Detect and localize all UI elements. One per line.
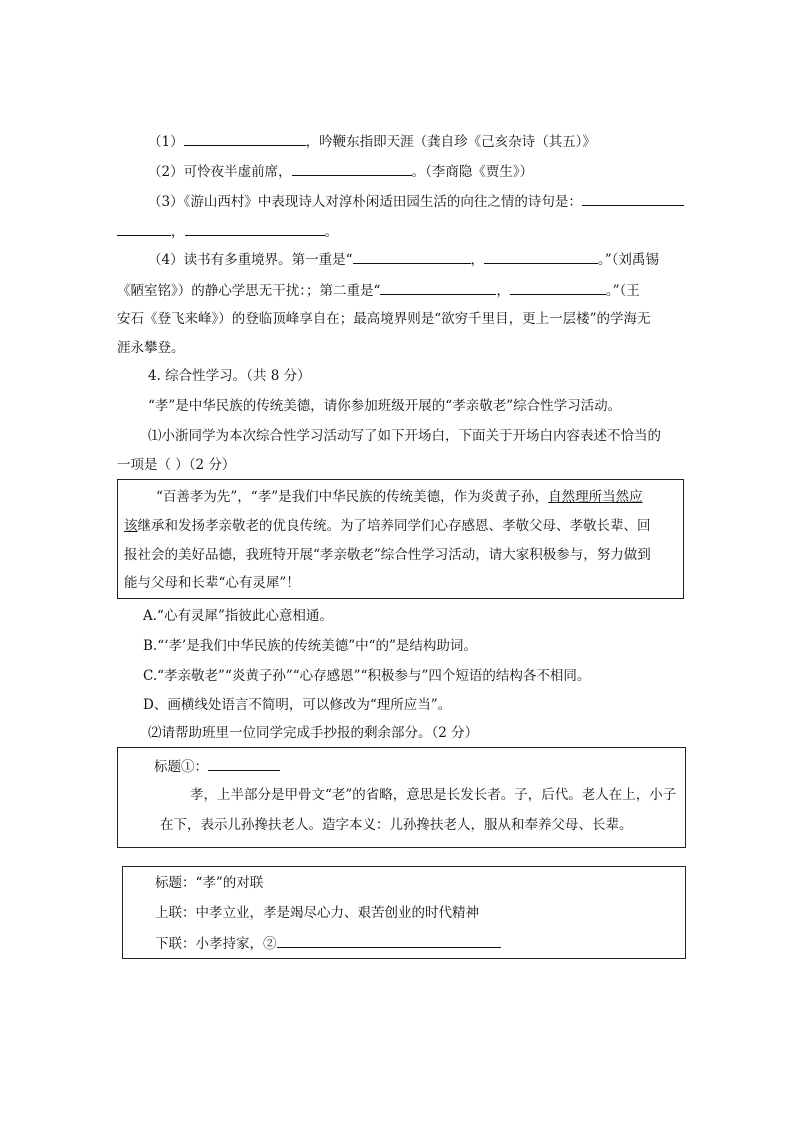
- box1-title-label: 标题①：: [154, 759, 208, 775]
- q3-item2-blank[interactable]: [292, 161, 412, 176]
- q3-item4-line2: [117, 280, 640, 300]
- q3-item1-text: ，吟鞭东指即天涯（龚自珍《己亥杂诗（其五）》: [305, 134, 596, 150]
- q4-intro: “孝”是中华民族的传统美德，请你参加班级开展的“孝亲敬老”综合性学习活动。: [148, 398, 622, 414]
- q3-item2-source: 。（李商隐《贾生》）: [411, 164, 534, 180]
- box-line-1: [156, 488, 643, 506]
- q3-item3-text: （3）《游山西村》中表现诗人对淳朴闲适田园生活的向往之情的诗句是：: [148, 194, 582, 210]
- q3-item4-text-a: （4）读书有多重境界。第一重是“: [148, 252, 353, 268]
- q3-item1: [148, 131, 596, 151]
- couplet-title: 标题：“孝”的对联: [155, 875, 264, 891]
- q3-item3-line2: [117, 221, 338, 241]
- q3-item4-source-1: 。”（刘禹锡: [598, 252, 659, 268]
- couplet-lower-blank[interactable]: [277, 933, 501, 948]
- q4-sub1-line2: 一项是（ ）（2 分）: [117, 457, 236, 473]
- box1-line-1: 孝，上半部分是甲骨文“老”的省略，意思是长发长者。子，后代。老人在上，小子: [190, 787, 677, 803]
- q3-item4-blank-3[interactable]: [380, 280, 496, 295]
- q4-sub2-prompt: ⑵请帮助班里一位同学完成手抄报的剩余部分。（2 分）: [148, 725, 479, 741]
- q3-item1-number: （1）: [148, 134, 184, 150]
- q3-item3-comma: ，: [171, 224, 185, 240]
- box1-title: [154, 756, 280, 776]
- box-line-2: [124, 517, 651, 535]
- q3-item4-text-b: 《陋室铭》）的静心学思无干扰：；第二重是“: [117, 283, 381, 299]
- q3-item4-blank-4[interactable]: [510, 280, 606, 295]
- underlined-phrase-a: 自然理所当然应: [548, 489, 643, 505]
- q3-item4-source-2: 。”（王: [605, 283, 640, 299]
- couplet-lower-text: 下联：小孝持家，②: [155, 936, 277, 952]
- option-c[interactable]: C.“孝亲敬老”“炎黄子孙”“心存感恩”“积极参与”四个短语的结构各不相同。: [143, 668, 591, 684]
- box-line-3: 报社会的美好品德，我班特开展“孝亲敬老”综合性学习活动，请大家积极参与，努力做到: [124, 547, 651, 563]
- couplet-upper: 上联：中孝立业，孝是竭尽心力、艰苦创业的时代精神: [155, 905, 479, 921]
- q3-item3-blank-c[interactable]: [185, 221, 325, 236]
- q3-item3-line1: [148, 191, 684, 211]
- underlined-phrase-b: 该: [124, 518, 138, 534]
- couplet-box: [122, 866, 686, 959]
- option-b[interactable]: B.“‘孝’是我们中华民族的传统美德”中“的”是结构助词。: [143, 638, 477, 654]
- box-line-2-text: 继承和发扬孝亲敬老的优良传统。为了培养同学们心存感恩、孝敬父母、孝敬长辈、回: [137, 518, 651, 534]
- q3-item3-end: 。: [324, 224, 338, 240]
- option-a[interactable]: A.“心有灵犀”指彼此心意相通。: [143, 608, 333, 624]
- box-line-1-text: “百善孝为先”，“孝”是我们中华民族的传统美德，作为炎黄子孙，: [156, 489, 549, 505]
- couplet-lower: [155, 933, 501, 953]
- handwritten-newspaper-box-1: [117, 747, 686, 848]
- q3-item4-line4: 涯永攀登。: [117, 340, 185, 356]
- q3-item4-blank-2[interactable]: [484, 249, 598, 264]
- q3-item3-blank-a[interactable]: [582, 191, 684, 206]
- opening-remarks-box: [117, 479, 684, 599]
- title-1-blank[interactable]: [208, 756, 280, 771]
- box-line-4: 能与父母和长辈“心有灵犀”！: [124, 575, 300, 591]
- q3-item4-line3: 安石《登飞来峰》）的登临顶峰享自在；最高境界则是“欲穷千里目，更上一层楼”的学海无: [117, 311, 651, 327]
- q4-sub1-line1: ⑴小浙同学为本次综合性学习活动写了如下开场白，下面关于开场白内容表述不恰当的: [148, 428, 661, 444]
- q3-item1-blank[interactable]: [184, 131, 306, 146]
- q4-heading: 4. 综合性学习。（共 8 分）: [148, 368, 311, 384]
- q3-item4-comma-1: ，: [470, 252, 484, 268]
- q3-item3-blank-b[interactable]: [117, 221, 171, 236]
- q3-item2: [148, 161, 533, 181]
- option-d[interactable]: D、画横线处语言不简明，可以修改为“理所应当”。: [143, 697, 452, 713]
- q3-item4-line1: [148, 249, 659, 269]
- box1-line-2: 在下，表示儿孙搀扶老人。造字本义：儿孙搀扶老人，服从和奉养父母、长辈。: [160, 817, 633, 833]
- q3-item4-comma-2: ，: [496, 283, 510, 299]
- q3-item4-blank-1[interactable]: [353, 249, 471, 264]
- q3-item2-text: （2）可怜夜半虚前席，: [148, 164, 292, 180]
